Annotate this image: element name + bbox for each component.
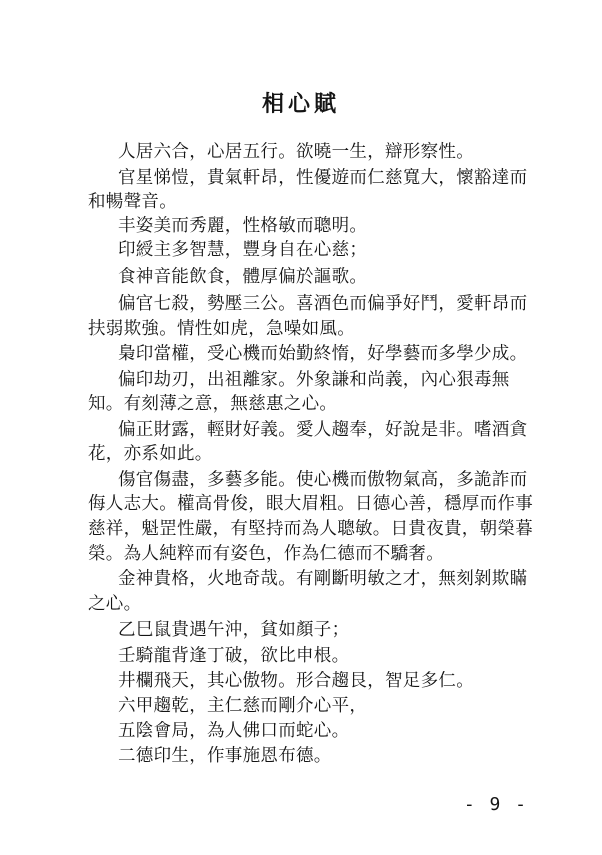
text-line: 金神貴格，火地奇哉。有剛斷明敏之才，無刻剝欺瞞 (118, 569, 528, 589)
text-line: 扶弱欺強。情性如虎，急噪如風。 (88, 319, 355, 339)
text-line: 壬騎龍背逢丁破，欲比申根。 (118, 646, 350, 666)
text-line: 官星悌愷，貴氣軒昂，性優遊而仁慈寬大，懷豁達而 (118, 168, 528, 188)
text-line: 偏印劫刃，出祖離家。外象謙和尚義，內心狠毒無 (118, 370, 510, 390)
text-line: 二德印生，作事施恩布德。 (118, 746, 332, 766)
text-line: 偏正財露，輕財好義。愛人趨奉，好說是非。嗜酒貪 (118, 420, 528, 440)
text-line: 侮人志大。權高骨俊，眼大眉粗。日德心善，穩厚而作事 (88, 494, 533, 514)
text-line: 花，亦系如此。 (88, 444, 213, 464)
text-line: 人居六合，心居五行。欲曉一生，辯形察性。 (118, 142, 474, 162)
page-title: 相心賦 (261, 91, 340, 117)
text-line: 和暢聲音。 (88, 192, 177, 212)
text-line: 食神音能飲食，體厚偏於謳歌。 (118, 267, 368, 287)
text-line: 乙巳鼠貴遇午沖，貧如顏子； (118, 620, 350, 640)
text-line: 井欄飛天，其心傲物。形合趨艮，智足多仁。 (118, 671, 474, 691)
text-line: 之心。 (88, 594, 142, 614)
text-line: 丰姿美而秀麗，性格敏而聰明。 (118, 216, 368, 236)
text-line: 慈祥，魁罡性嚴，有堅持而為人聰敏。日貴夜貴，朝榮暮 (88, 519, 533, 539)
text-line: 印綬主多智慧，豐身自在心慈； (118, 240, 368, 260)
page-number: - 9 - (463, 794, 528, 815)
text-line: 五陰會局，為人佛口而蛇心。 (118, 721, 350, 741)
text-line: 六甲趨乾，主仁慈而剛介心平， (118, 696, 368, 716)
text-line: 偏官七殺，勢壓三公。喜酒色而偏爭好鬥，愛軒昂而 (118, 294, 528, 314)
text-line: 榮。為人純粹而有姿色，作為仁德而不驕奢。 (88, 544, 444, 564)
text-line: 傷官傷盡，多藝多能。使心機而傲物氣高，多詭詐而 (118, 470, 528, 490)
text-line: 知。有刻薄之意，無慈惠之心。 (88, 394, 338, 414)
text-line: 梟印當權，受心機而始勤終惰，好學藝而多學少成。 (118, 344, 528, 364)
